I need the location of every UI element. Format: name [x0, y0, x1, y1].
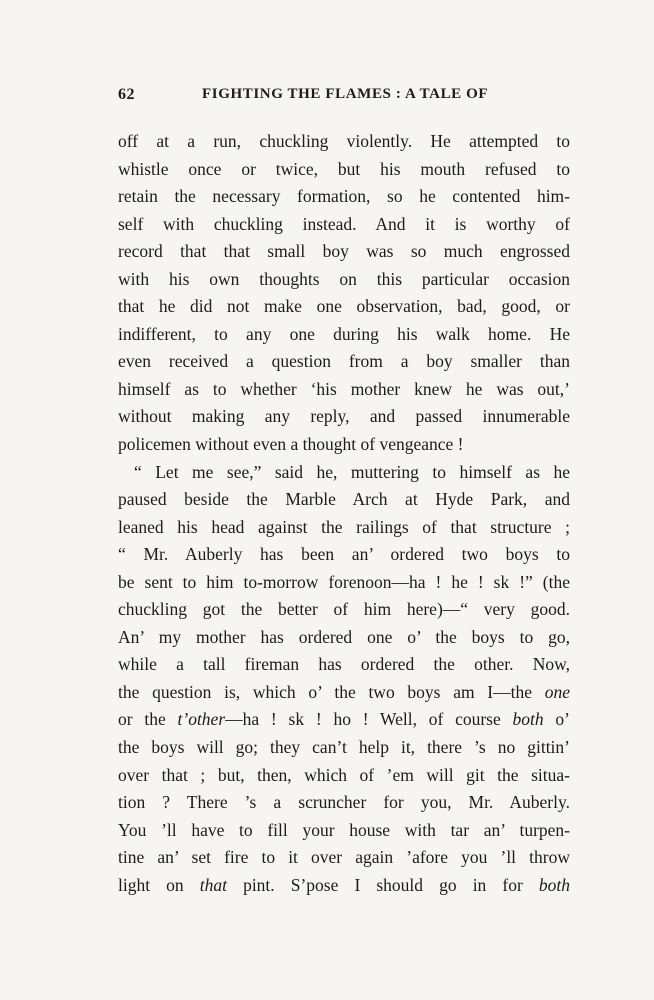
text-run: An’ my mother has ordered one o’ the boys to go,	[118, 626, 570, 647]
text-line-16	[118, 541, 570, 569]
text-run: over that ; but, then, which of ’em will git the situa-	[118, 764, 570, 785]
text-run: —ha ! sk ! ho ! Well, of course	[225, 709, 513, 730]
text-run: self with chuckling instead. And it is worthy of	[118, 213, 570, 234]
text-line-11	[118, 403, 570, 431]
text-run: leaned his head against the railings of that structure ;	[118, 516, 570, 537]
text-line-6	[118, 266, 570, 294]
text-line-9	[118, 348, 570, 376]
text-run: record that that small boy was so much engrossed	[118, 241, 570, 262]
text-line-21	[118, 679, 570, 707]
text-run: “ Let me see,” said he, muttering to himself as he	[134, 461, 570, 482]
text-run: indifferent, to any one during his walk home. He	[118, 323, 570, 344]
text-run: without making any reply, and passed innumerable	[118, 406, 570, 427]
text-line-10	[118, 376, 570, 404]
text-run: with his own thoughts on this particular occasion	[118, 268, 570, 289]
text-line-7	[118, 293, 570, 321]
text-line-13	[118, 459, 570, 487]
text-run: even received a question from a boy smaller than	[118, 351, 570, 372]
text-line-5	[118, 238, 570, 266]
text-run: paused beside the Marble Arch at Hyde Park, and	[118, 489, 570, 510]
text-run: You ’ll have to fill your house with tar an’ turpen-	[118, 819, 570, 840]
italic-text: both	[512, 709, 544, 730]
text-line-19	[118, 624, 570, 652]
text-run: that he did not make one observation, bad, good, or	[118, 296, 570, 317]
text-run: be sent to him to-morrow forenoon—ha ! he ! sk !” (the	[118, 571, 570, 592]
text-line-1	[118, 128, 570, 156]
text-line-17	[118, 569, 570, 597]
text-run: or the	[118, 709, 178, 730]
text-run: chuckling got the better of him here)—“ very good.	[118, 599, 570, 620]
running-head: FIGHTING THE FLAMES : A TALE OF	[202, 86, 489, 102]
text-run: the boys will go; they can’t help it, there ’s no gittin’	[118, 737, 570, 758]
text-run: whistle once or twice, but his mouth refused to	[118, 158, 570, 179]
text-line-3	[118, 183, 570, 211]
text-line-8	[118, 321, 570, 349]
text-line-23	[118, 734, 570, 762]
text-line-18	[118, 596, 570, 624]
text-run: tine an’ set fire to it over again ’afore you ’ll throw	[118, 847, 570, 868]
text-run: o’	[543, 709, 571, 730]
italic-text: t’other	[177, 709, 226, 730]
text-run: himself as to whether ‘his mother knew he was out,’	[118, 378, 570, 399]
text-run: “ Mr. Auberly has been an’ ordered two boys to	[118, 544, 570, 565]
text-run: the question is, which o’ the two boys am I—the	[118, 681, 545, 702]
text-line-27	[118, 844, 570, 872]
italic-text: that	[199, 874, 227, 895]
text-line-15	[118, 514, 570, 542]
text-line-12	[118, 431, 570, 459]
italic-text: both	[538, 874, 570, 895]
text-run: retain the necessary formation, so he contented him-	[118, 186, 570, 207]
text-line-26	[118, 817, 570, 845]
text-line-22	[118, 706, 570, 734]
text-line-14	[118, 486, 570, 514]
text-run: light on	[118, 874, 200, 895]
text-line-20	[118, 651, 570, 679]
text-line-24	[118, 762, 570, 790]
text-run: while a tall fireman has ordered the other. Now,	[118, 654, 570, 675]
page-number: 62	[118, 86, 135, 103]
text-run: pint. S’pose I should go in for	[226, 874, 539, 895]
text-run: policemen without even a thought of vengeance !	[118, 434, 464, 455]
text-line-4	[118, 211, 570, 239]
text-line-28	[118, 872, 570, 900]
text-line-2	[118, 156, 570, 184]
italic-text: one	[544, 681, 570, 702]
text-line-25	[118, 789, 570, 817]
text-run: tion ? There ’s a scruncher for you, Mr. Auberly.	[118, 792, 570, 813]
text-run: off at a run, chuckling violently. He attempted to	[118, 131, 570, 151]
body-text	[118, 128, 570, 899]
